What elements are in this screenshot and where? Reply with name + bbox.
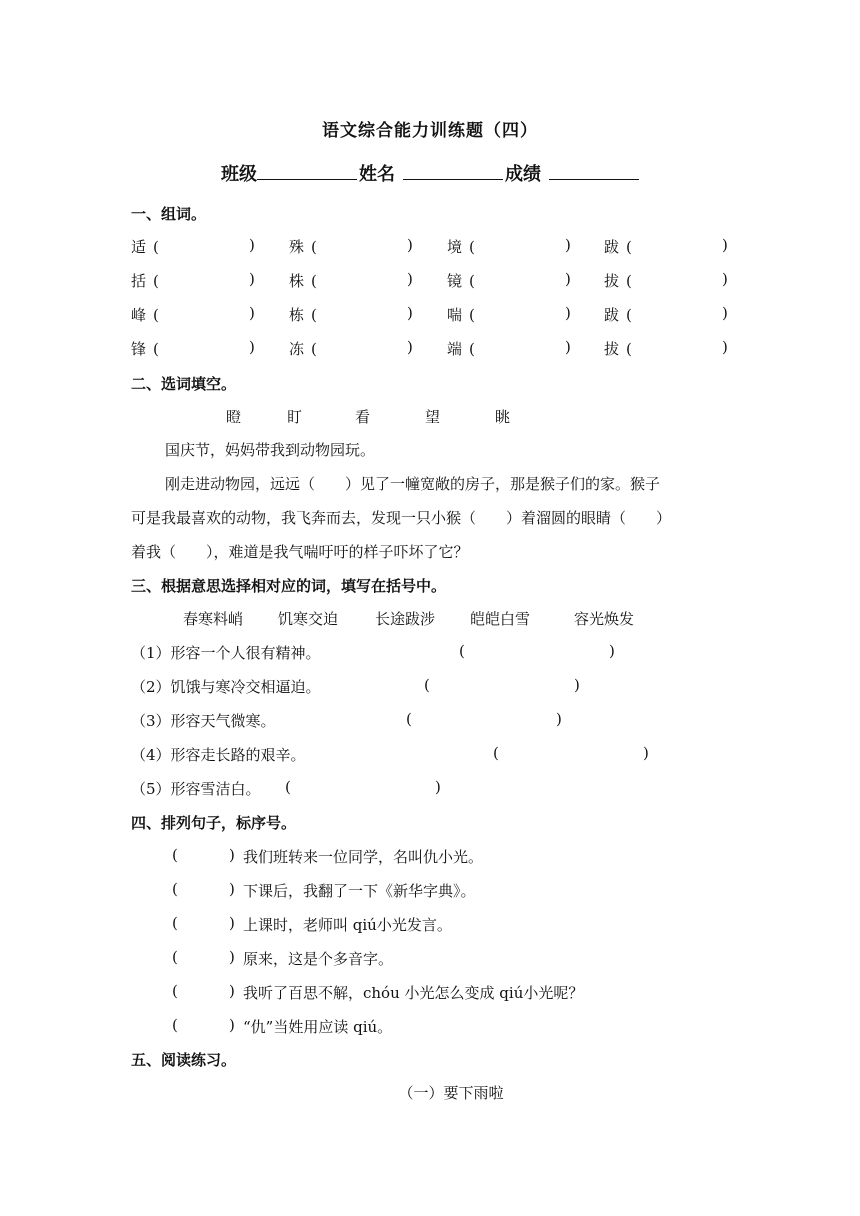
meaning-item: （2）饥饿与寒冷交相逼迫。 xyxy=(131,678,321,696)
answer-left-paren[interactable]: ( xyxy=(153,340,159,358)
word-group-item xyxy=(289,338,413,359)
answer-right-paren: ) xyxy=(565,338,571,356)
section-2-heading: 二、选词填空。 xyxy=(131,375,237,393)
target-character: 境 xyxy=(447,238,463,256)
meaning-item: （4）形容走长路的艰辛。 xyxy=(131,746,306,764)
word-group-item xyxy=(447,338,571,359)
idiom-choice: 长途跋涉 xyxy=(375,610,436,628)
order-right-paren: ) xyxy=(229,880,235,898)
answer-right-paren: ) xyxy=(407,270,413,288)
word-choices xyxy=(226,406,510,427)
passage-line: 国庆节，妈妈带我到动物园玩。 xyxy=(165,441,376,459)
answer-left-paren[interactable]: ( xyxy=(153,306,159,324)
section-1-heading: 一、组词。 xyxy=(131,205,207,223)
order-left-paren[interactable]: ( xyxy=(172,1016,178,1034)
score-label: 成绩 xyxy=(505,164,541,185)
sentence-item: 原来，这是个多音字。 xyxy=(243,950,394,968)
idiom-choice: 春寒料峭 xyxy=(183,610,244,628)
answer-right-paren: ) xyxy=(249,236,255,254)
order-left-paren[interactable]: ( xyxy=(172,846,178,864)
answer-left-paren[interactable]: ( xyxy=(626,306,632,324)
answer-right-paren: ) xyxy=(249,338,255,356)
answer-right-paren: ) xyxy=(609,642,615,660)
sentence-item: “仇”当姓用应读 qiú。 xyxy=(243,1018,393,1036)
sentence-item: 我听了百思不解，chóu 小光怎么变成 qiú小光呢？ xyxy=(243,984,584,1002)
answer-left-paren[interactable]: ( xyxy=(311,340,317,358)
passage-line: 着我（ ），难道是我气喘吁吁的样子吓坏了它？ xyxy=(131,543,469,561)
idiom-choice: 饥寒交迫 xyxy=(278,610,339,628)
target-character: 适 xyxy=(131,238,147,256)
word-choice: 瞪 xyxy=(226,408,242,426)
answer-right-paren: ) xyxy=(435,778,441,796)
order-right-paren: ) xyxy=(229,914,235,932)
word-group-item xyxy=(604,270,728,291)
idiom-choice: 皑皑白雪 xyxy=(470,610,531,628)
page-title: 语文综合能力训练题（四） xyxy=(322,121,538,141)
target-character: 拔 xyxy=(604,340,620,358)
answer-right-paren: ) xyxy=(722,270,728,288)
order-right-paren: ) xyxy=(229,1016,235,1034)
target-character: 跋 xyxy=(604,238,620,256)
answer-right-paren: ) xyxy=(722,304,728,322)
answer-left-paren[interactable]: ( xyxy=(493,744,499,762)
answer-right-paren: ) xyxy=(407,338,413,356)
answer-left-paren[interactable]: ( xyxy=(153,238,159,256)
word-group-item xyxy=(604,338,728,359)
word-choice: 看 xyxy=(355,408,371,426)
answer-right-paren: ) xyxy=(565,270,571,288)
order-left-paren[interactable]: ( xyxy=(172,982,178,1000)
order-left-paren[interactable]: ( xyxy=(172,948,178,966)
answer-left-paren[interactable]: ( xyxy=(469,238,475,256)
answer-right-paren: ) xyxy=(722,338,728,356)
target-character: 括 xyxy=(131,272,147,290)
name-blank[interactable] xyxy=(403,161,503,180)
answer-left-paren[interactable]: ( xyxy=(626,272,632,290)
target-character: 峰 xyxy=(131,306,147,324)
target-character: 锋 xyxy=(131,340,147,358)
word-choice: 盯 xyxy=(287,408,303,426)
score-blank[interactable] xyxy=(549,161,639,180)
answer-left-paren[interactable]: ( xyxy=(469,306,475,324)
answer-left-paren[interactable]: ( xyxy=(469,340,475,358)
word-group-item xyxy=(289,236,413,257)
order-right-paren: ) xyxy=(229,846,235,864)
answer-right-paren: ) xyxy=(556,710,562,728)
order-right-paren: ) xyxy=(229,982,235,1000)
answer-left-paren[interactable]: ( xyxy=(626,238,632,256)
section-4-heading: 四、排列句子，标序号。 xyxy=(131,814,297,832)
answer-right-paren: ) xyxy=(565,304,571,322)
order-left-paren[interactable]: ( xyxy=(172,914,178,932)
order-right-paren: ) xyxy=(229,948,235,966)
answer-left-paren[interactable]: ( xyxy=(285,778,291,796)
answer-right-paren: ) xyxy=(407,304,413,322)
sentence-item: 下课后，我翻了一下《新华字典》。 xyxy=(243,882,476,900)
class-blank[interactable] xyxy=(257,161,357,180)
answer-right-paren: ) xyxy=(565,236,571,254)
meaning-item: （5）形容雪洁白。 xyxy=(131,780,261,798)
meaning-item: （1）形容一个人很有精神。 xyxy=(131,644,321,662)
sentence-item: 我们班转来一位同学，名叫仇小光。 xyxy=(243,848,484,866)
target-character: 冻 xyxy=(289,340,305,358)
word-choice: 眺 xyxy=(495,408,511,426)
answer-right-paren: ) xyxy=(407,236,413,254)
answer-right-paren: ) xyxy=(722,236,728,254)
idiom-choices xyxy=(183,608,634,629)
target-character: 镜 xyxy=(447,272,463,290)
word-group-item xyxy=(604,304,728,325)
section-5-heading: 五、阅读练习。 xyxy=(131,1051,237,1069)
word-group-item xyxy=(447,236,571,257)
answer-left-paren[interactable]: ( xyxy=(311,238,317,256)
word-group-item xyxy=(131,270,255,291)
word-group-item xyxy=(604,236,728,257)
answer-left-paren[interactable]: ( xyxy=(459,642,465,660)
word-group-item xyxy=(289,270,413,291)
target-character: 殊 xyxy=(289,238,305,256)
word-group-item xyxy=(131,304,255,325)
word-group-item xyxy=(289,304,413,325)
answer-right-paren: ) xyxy=(249,270,255,288)
answer-left-paren[interactable]: ( xyxy=(311,272,317,290)
word-group-item xyxy=(447,304,571,325)
target-character: 栋 xyxy=(289,306,305,324)
passage-line: 刚走进动物园，远远（ ）见了一幢宽敞的房子，那是猴子们的家。猴子 xyxy=(165,475,661,493)
student-info-line xyxy=(0,160,860,186)
section-3-heading: 三、根据意思选择相对应的词，填写在括号中。 xyxy=(131,577,447,595)
class-label: 班级 xyxy=(221,164,257,185)
target-character: 株 xyxy=(289,272,305,290)
answer-left-paren[interactable]: ( xyxy=(153,272,159,290)
answer-left-paren[interactable]: ( xyxy=(406,710,412,728)
word-group-item xyxy=(447,270,571,291)
passage-line: 可是我最喜欢的动物，我飞奔而去，发现一只小猴（ ）着溜圆的眼睛（ ） xyxy=(131,509,672,527)
target-character: 端 xyxy=(447,340,463,358)
answer-left-paren[interactable]: ( xyxy=(626,340,632,358)
word-group-item xyxy=(131,338,255,359)
word-choice: 望 xyxy=(425,408,441,426)
answer-right-paren: ) xyxy=(574,676,580,694)
sentence-item: 上课时，老师叫 qiú小光发言。 xyxy=(243,916,452,934)
word-group-item xyxy=(131,236,255,257)
reading-subtitle: （一）要下雨啦 xyxy=(398,1084,504,1102)
answer-left-paren[interactable]: ( xyxy=(424,676,430,694)
answer-right-paren: ) xyxy=(249,304,255,322)
answer-right-paren: ) xyxy=(643,744,649,762)
meaning-item: （3）形容天气微寒。 xyxy=(131,712,276,730)
answer-left-paren[interactable]: ( xyxy=(469,272,475,290)
target-character: 跋 xyxy=(604,306,620,324)
target-character: 拔 xyxy=(604,272,620,290)
target-character: 喘 xyxy=(447,306,463,324)
order-left-paren[interactable]: ( xyxy=(172,880,178,898)
idiom-choice: 容光焕发 xyxy=(574,610,635,628)
answer-left-paren[interactable]: ( xyxy=(311,306,317,324)
name-label: 姓名 xyxy=(359,164,395,185)
